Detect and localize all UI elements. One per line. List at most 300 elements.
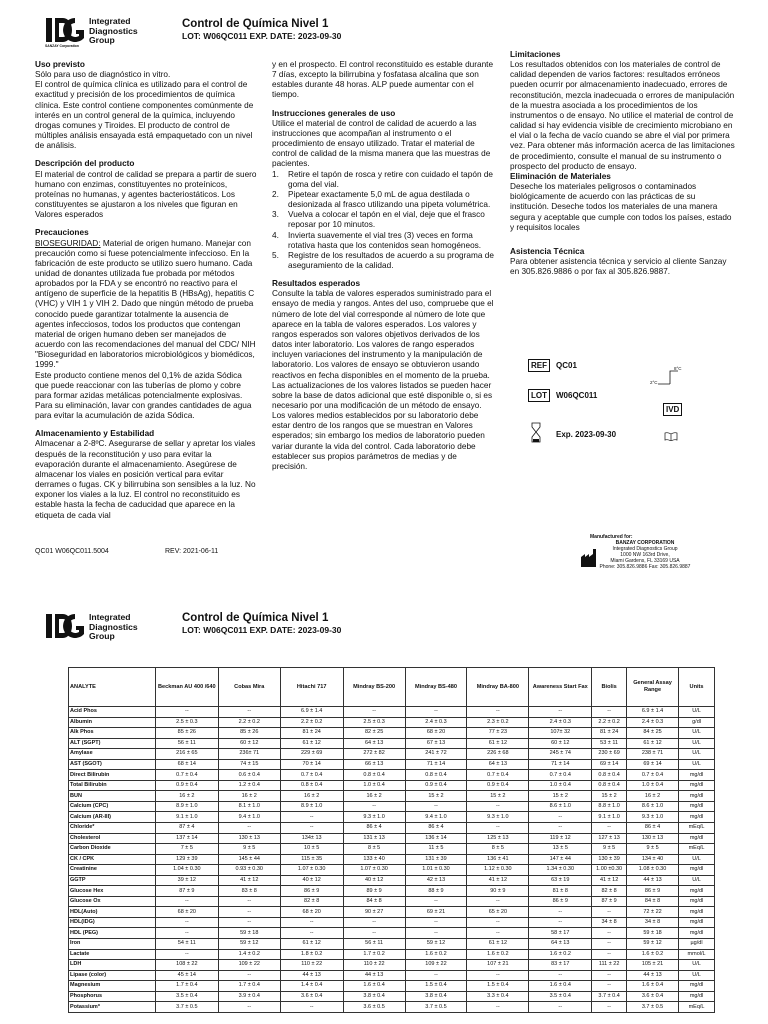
value-cell: 15 ± 2	[529, 791, 592, 802]
table-row	[69, 749, 715, 760]
temperature-limit-icon	[650, 366, 682, 390]
value-cell: mg/dl	[679, 981, 715, 992]
value-cell: 7 ± 5	[155, 844, 218, 855]
value-cell: 82 ± 25	[343, 728, 405, 739]
value-cell: 10 ± 5	[280, 844, 343, 855]
value-cell: 1.7 ± 0.4	[218, 981, 280, 992]
value-cell: 1.8 ± 0.2	[280, 949, 343, 960]
value-cell: mEq/L	[679, 823, 715, 834]
column-header: General Assay Range	[626, 668, 678, 707]
value-cell: 1.07 ± 0.30	[343, 865, 405, 876]
table-body	[69, 707, 715, 1013]
value-cell: 9.1 ± 1.0	[592, 812, 627, 823]
table-row	[69, 823, 715, 834]
table-row	[69, 875, 715, 886]
value-cell: --	[343, 801, 405, 812]
value-cell: 2.3 ± 0.2	[467, 717, 529, 728]
value-cell: 230 ± 69	[592, 749, 627, 760]
value-cell: mg/dl	[679, 865, 715, 876]
value-cell: 81 ± 24	[280, 728, 343, 739]
exp-value: Exp. 2023-09-30	[556, 429, 617, 439]
table-row	[69, 907, 715, 918]
table-row	[69, 917, 715, 928]
value-cell: 137 ± 14	[155, 833, 218, 844]
value-cell: 9.4 ± 1.0	[218, 812, 280, 823]
value-cell: 59 ± 18	[626, 928, 678, 939]
table-row	[69, 844, 715, 855]
value-cell: mg/dl	[679, 896, 715, 907]
value-cell: 1.07 ± 0.30	[280, 865, 343, 876]
value-cell: 13 ± 5	[529, 844, 592, 855]
value-cell: 3.3 ± 0.4	[467, 991, 529, 1002]
value-cell: --	[405, 970, 467, 981]
value-cell: --	[343, 928, 405, 939]
analyte-cell: Albumin	[69, 717, 156, 728]
value-cell: U/L	[679, 738, 715, 749]
analyte-cell: Acid Phos	[69, 707, 156, 718]
value-cell: 1.7 ± 0.2	[343, 949, 405, 960]
value-cell: --	[529, 823, 592, 834]
analyte-cell: Lactate	[69, 949, 156, 960]
analyte-cell: Lipase (color)	[69, 970, 156, 981]
consult-instructions-icon	[664, 428, 678, 446]
value-cell: 1.7 ± 0.4	[155, 981, 218, 992]
value-cell: --	[155, 917, 218, 928]
value-cell: U/L	[679, 970, 715, 981]
value-cell: 44 ± 13	[343, 970, 405, 981]
value-cell: 85 ± 26	[218, 728, 280, 739]
value-cell: 1.6 ± 0.2	[529, 949, 592, 960]
value-cell: 1.4 ± 0.2	[218, 949, 280, 960]
value-cell: 1.6 ± 0.4	[529, 981, 592, 992]
analyte-cell: Calcium (CPC)	[69, 801, 156, 812]
company-logo	[45, 16, 138, 46]
analyte-cell: Calcium (AR-III)	[69, 812, 156, 823]
value-cell: --	[405, 801, 467, 812]
value-cell: 71 ± 14	[405, 759, 467, 770]
value-cell: U/L	[679, 749, 715, 760]
section-text-continuation: y en el prospecto. El control reconstituido es estable durante 7 días, excepto la bilirrubina y fosfatasa alcalina que son estables durante 48 horas. ALP puede aumentar con el tiempo.	[272, 60, 494, 100]
value-cell: --	[218, 970, 280, 981]
value-cell: 110 ± 22	[343, 960, 405, 971]
analyte-cell: AST (SGOT)	[69, 759, 156, 770]
value-cell: 87 ± 4	[155, 823, 218, 834]
value-cell: 241 ± 72	[405, 749, 467, 760]
column-2	[272, 60, 494, 472]
value-cell: 83 ± 17	[529, 960, 592, 971]
value-cell: U/L	[679, 707, 715, 718]
value-cell: 2.4 ± 0.3	[405, 717, 467, 728]
temp-high: 8°C	[674, 366, 682, 371]
value-cell: 40 ± 12	[343, 875, 405, 886]
temp-low: 2°C	[650, 380, 658, 385]
page-title: Control de Química Nivel 1	[182, 612, 329, 624]
table-row	[69, 791, 715, 802]
value-cell: 1.08 ± 0.30	[626, 865, 678, 876]
idg-logo-icon	[45, 16, 85, 44]
value-cell: 127 ± 13	[592, 833, 627, 844]
section-title-precauciones: Precauciones	[35, 228, 89, 238]
value-cell: --	[529, 917, 592, 928]
value-cell: --	[405, 707, 467, 718]
step-item: 2. Pipetear exactamente 5,0 mL de agua destilada o desionizada al frasco utilizando una pipeta volumétrica.	[272, 189, 491, 210]
value-cell: mEq/L	[679, 1002, 715, 1013]
analyte-cell: Creatinine	[69, 865, 156, 876]
section-text-descripcion: El material de control de calidad se prepara a partir de suero humano con enzimas, constituyentes no proteínicos, proteínas no humanas, y agentes bacteriostáticos. Los constituyentes se ajustaron a los niveles que figuran en Valores esperados	[35, 169, 257, 220]
value-cell: 81 ± 8	[529, 886, 592, 897]
value-cell: 229 ± 69	[280, 749, 343, 760]
value-cell: 111 ± 22	[592, 960, 627, 971]
value-cell: 86 ± 4	[343, 823, 405, 834]
value-cell: U/L	[679, 960, 715, 971]
value-cell: 3.5 ± 0.4	[155, 991, 218, 1002]
value-cell: 61 ± 12	[626, 738, 678, 749]
value-cell: 41 ± 12	[218, 875, 280, 886]
value-cell: 133 ± 40	[343, 854, 405, 865]
manufacturer-block: Manufactured for: BANZAY CORPORATION Integrated Diagnostics Group 1000 NW 163rd Drive, Miami Gardens, FL 33169 USA Phone: 305.826.9886 Fax: 305.826.9887	[590, 534, 700, 570]
value-cell: 238 ± 71	[626, 749, 678, 760]
value-cell: 1.6 ± 0.2	[467, 949, 529, 960]
value-cell: 1.6 ± 0.2	[626, 949, 678, 960]
table-row	[69, 939, 715, 950]
instruction-steps	[272, 170, 494, 272]
value-cell: 61 ± 12	[467, 939, 529, 950]
analyte-cell: HDL(Auto)	[69, 907, 156, 918]
value-cell: 56 ± 11	[155, 738, 218, 749]
value-cell: 86 ± 9	[529, 896, 592, 907]
value-cell: 108 ± 22	[155, 960, 218, 971]
value-cell: 39 ± 12	[155, 875, 218, 886]
value-cell: mg/dl	[679, 801, 715, 812]
value-cell: 1.4 ± 0.4	[280, 981, 343, 992]
precauciones-body: Material de origen humano. Manejar con precaución como si fuese potencialmente infeccioso. En la fabricación de este producto se utilizo suero humano. Cada unidad de donantes utilizada fue probada por métodos aprobados por la FDA y se encontró no reactivo para el antígeno de superficie de la hepatitis B (HBsAg), hepatitis C (VHC) y VIH 1 y VIH 2. Dado que ningún método de prueba conocido puede garantizar totalmente la ausencia de agentes infecciosos, todos los productos que contengan material de origen humano deben ser manejados de acuerdo con las recomendaciones del manual del CDC/ NIH "Bioseguridad en laboratorios microbiológicos y biomédicos, 1999." Este producto contiene menos del 0,1% de azida Sódica que puede reaccionar con las tuberías de plomo y cobre para formar azidas metálicas potencialmente explosivas. Para su eliminación, lavar con grandes cantidades de agua para evitar la acumulación de azida Sódica.	[35, 238, 256, 421]
table-row	[69, 896, 715, 907]
value-cell: --	[529, 1002, 592, 1013]
value-cell: 64 ± 13	[343, 738, 405, 749]
column-1	[35, 60, 257, 521]
value-cell: mEq/L	[679, 844, 715, 855]
value-cell: 245 ± 74	[529, 749, 592, 760]
analyte-cell: Total Bilirubin	[69, 780, 156, 791]
value-cell: --	[529, 812, 592, 823]
value-cell: 41 ± 12	[592, 875, 627, 886]
value-cell: 9.3 ± 1.0	[626, 812, 678, 823]
value-cell: mg/dl	[679, 928, 715, 939]
value-cell: 1.6 ± 0.4	[626, 981, 678, 992]
expected-values-table	[68, 667, 715, 1013]
analyte-cell: Glucose Ox	[69, 896, 156, 907]
value-cell: 2.4 ± 0.3	[626, 717, 678, 728]
value-cell: 216 ± 65	[155, 749, 218, 760]
value-cell: 81 ± 24	[592, 728, 627, 739]
value-cell: --	[592, 1002, 627, 1013]
value-cell: 0.9 ± 0.4	[405, 780, 467, 791]
value-cell: 69 ± 21	[405, 907, 467, 918]
analyte-cell: LDH	[69, 960, 156, 971]
value-cell: 15 ± 2	[467, 791, 529, 802]
value-cell: --	[280, 823, 343, 834]
value-cell: 87 ± 9	[592, 896, 627, 907]
value-cell: 0.7 ± 0.4	[280, 770, 343, 781]
value-cell: 0.7 ± 0.4	[155, 770, 218, 781]
value-cell: --	[592, 928, 627, 939]
section-text-eliminacion: Deseche los materiales peligrosos o contaminados biológicamente de acuerdo con las prácticas de su institución. Deseche todos los materiales de una manera segura y aceptable que cumple con todos los países, estado y requisitos locales	[510, 182, 732, 232]
lot-exp-line: LOT: W06QC011 EXP. DATE: 2023-09-30	[182, 625, 342, 635]
logo-wordmark: Integrated Diagnostics Group	[89, 612, 138, 641]
lot-symbol: LOT	[528, 389, 550, 402]
analyte-cell: Potassium*	[69, 1002, 156, 1013]
ref-value: QC01	[556, 361, 577, 370]
value-cell: --	[592, 981, 627, 992]
value-cell: 82 ± 8	[280, 896, 343, 907]
value-cell: 3.6 ± 0.5	[343, 1002, 405, 1013]
value-cell: 71 ± 14	[529, 759, 592, 770]
value-cell: 44 ± 13	[626, 970, 678, 981]
analyte-cell: Carbon Dioxide	[69, 844, 156, 855]
analyte-cell: HDL(IDG)	[69, 917, 156, 928]
value-cell: 59 ± 12	[405, 939, 467, 950]
value-cell: 84 ± 8	[626, 896, 678, 907]
value-cell: 16 ± 2	[280, 791, 343, 802]
value-cell: 130 ± 13	[626, 833, 678, 844]
table-row	[69, 886, 715, 897]
value-cell: 0.6 ± 0.4	[218, 770, 280, 781]
value-cell: 1.6 ± 0.4	[343, 981, 405, 992]
value-cell: 109 ± 22	[218, 960, 280, 971]
hourglass-icon	[530, 422, 542, 446]
value-cell: 2.2 ± 0.2	[218, 717, 280, 728]
table-row	[69, 865, 715, 876]
value-cell: 82 ± 8	[592, 886, 627, 897]
value-cell: 1.0 ± 0.4	[626, 780, 678, 791]
value-cell: 88 ± 9	[405, 886, 467, 897]
analyte-cell: GGTP	[69, 875, 156, 886]
value-cell: --	[592, 949, 627, 960]
value-cell: 61 ± 12	[280, 939, 343, 950]
section-title-instrucciones: Instrucciones generales de uso	[272, 108, 396, 118]
value-cell: --	[155, 707, 218, 718]
value-cell: 34 ± 8	[626, 917, 678, 928]
value-cell: 64 ± 13	[467, 759, 529, 770]
value-cell: mg/dl	[679, 791, 715, 802]
value-cell: 2.2 ± 0.2	[592, 717, 627, 728]
table-row	[69, 991, 715, 1002]
value-cell: 3.6 ± 0.4	[280, 991, 343, 1002]
lot-value: W06QC011	[556, 391, 598, 400]
table-row	[69, 812, 715, 823]
column-header: Beckman AU 400 /640	[155, 668, 218, 707]
lot-exp-line: LOT: W06QC011 EXP. DATE: 2023-09-30	[182, 31, 342, 41]
value-cell: --	[467, 707, 529, 718]
value-cell: --	[467, 928, 529, 939]
value-cell: 1.01 ± 0.30	[405, 865, 467, 876]
value-cell: 66 ± 13	[343, 759, 405, 770]
value-cell: U/L	[679, 759, 715, 770]
value-cell: 3.7 ± 0.5	[626, 1002, 678, 1013]
value-cell: 1.00 ±0.30	[592, 865, 627, 876]
value-cell: 2.4 ± 0.3	[529, 717, 592, 728]
footer-code: QC01 W06QC011.5004	[35, 548, 109, 555]
value-cell: --	[218, 707, 280, 718]
table-row	[69, 759, 715, 770]
value-cell: µg/dl	[679, 939, 715, 950]
value-cell: 2.5 ± 0.3	[155, 717, 218, 728]
analyte-cell: CK / CPK	[69, 854, 156, 865]
value-cell: --	[467, 1002, 529, 1013]
value-cell: 1.34 ± 0.30	[529, 865, 592, 876]
value-cell: --	[405, 896, 467, 907]
section-text-limitaciones: Los resultados obtenidos con los materiales de control de calidad dependen de varios factores: resultados erróneos pueden ocurrir por almacenamiento inadecuado, errores de reconstitución, mezcla inadecuada o errores de manipulación de la muestra asociada a los procedimientos de los instrumentos o de ensayo. No utilice el material de control de calidad si hay evidencia visible de crecimiento microbiano en el vial o la fecha de vacío cuando se abre el vial por primera vez. Para obtener más información acerca de las limitaciones de procedimiento, consulte el manual de su instrumento o prospecto del producto de ensayo.	[510, 60, 735, 171]
value-cell: 54 ± 11	[155, 939, 218, 950]
table-row	[69, 728, 715, 739]
column-header: ANALYTE	[69, 668, 156, 707]
value-cell: 16 ± 2	[218, 791, 280, 802]
value-cell: 87 ± 9	[155, 886, 218, 897]
value-cell: 74 ± 15	[218, 759, 280, 770]
company-logo	[45, 612, 138, 642]
value-cell: 15 ± 2	[405, 791, 467, 802]
table-row	[69, 981, 715, 992]
value-cell: 1.0 ± 0.4	[529, 780, 592, 791]
value-cell: mg/dl	[679, 833, 715, 844]
step-item: 3. Vuelva a colocar el tapón en el vial, deje que el frasco reposar por 10 minutos.	[272, 210, 485, 230]
bioseguridad-label: BIOSEGURIDAD:	[35, 238, 101, 248]
value-cell: 107 ± 21	[467, 960, 529, 971]
analyte-cell: BUN	[69, 791, 156, 802]
value-cell: 9 ± 5	[592, 844, 627, 855]
value-cell: 68 ± 20	[405, 728, 467, 739]
analyte-cell: Iron	[69, 939, 156, 950]
analyte-cell: Glucose Hex	[69, 886, 156, 897]
value-cell: mg/dl	[679, 917, 715, 928]
value-cell: --	[592, 707, 627, 718]
value-cell: 41 ± 12	[467, 875, 529, 886]
value-cell: --	[405, 928, 467, 939]
analyte-cell: Phosphorus	[69, 991, 156, 1002]
value-cell: 67 ± 13	[405, 738, 467, 749]
value-cell: mg/dl	[679, 907, 715, 918]
value-cell: 60 ± 12	[529, 738, 592, 749]
value-cell: --	[218, 823, 280, 834]
value-cell: mg/dl	[679, 886, 715, 897]
column-header: Hitachi 717	[280, 668, 343, 707]
value-cell: 68 ± 20	[155, 907, 218, 918]
value-cell: U/L	[679, 728, 715, 739]
value-cell: 109 ± 22	[405, 960, 467, 971]
value-cell: 131 ± 39	[405, 854, 467, 865]
value-cell: 59 ± 12	[218, 939, 280, 950]
value-cell: 272 ± 82	[343, 749, 405, 760]
analyte-cell: Direct Bilirubin	[69, 770, 156, 781]
value-cell: 0.9 ± 0.4	[467, 780, 529, 791]
section-title-uso: Uso previsto	[35, 60, 85, 69]
value-cell: mg/dl	[679, 991, 715, 1002]
table-row	[69, 833, 715, 844]
analyte-cell: Cholesterol	[69, 833, 156, 844]
value-cell: 44 ± 13	[626, 875, 678, 886]
value-cell: 84 ± 8	[343, 896, 405, 907]
section-title-limitaciones: Limitaciones	[510, 50, 561, 59]
column-header: Mindray BS-480	[405, 668, 467, 707]
value-cell: 16 ± 2	[343, 791, 405, 802]
column-header: Awareness Start Fax	[529, 668, 592, 707]
step-item: 4. Invierta suavemente el vial tres (3) veces en forma rotativa hasta que los contenidos sean homogéneos.	[272, 230, 482, 250]
value-cell: 69 ± 14	[626, 759, 678, 770]
value-cell: 90 ± 27	[343, 907, 405, 918]
value-cell: --	[218, 917, 280, 928]
value-cell: --	[467, 823, 529, 834]
value-cell: --	[280, 928, 343, 939]
value-cell: 2.5 ± 0.3	[343, 717, 405, 728]
value-cell: 130 ± 13	[218, 833, 280, 844]
value-cell: 86 ± 4	[626, 823, 678, 834]
value-cell: 3.5 ± 0.4	[529, 991, 592, 1002]
value-cell: --	[467, 801, 529, 812]
value-cell: 77 ± 23	[467, 728, 529, 739]
section-title-asistencia: Asistencia Técnica	[510, 246, 585, 256]
value-cell: 9 ± 5	[218, 844, 280, 855]
value-cell: --	[467, 917, 529, 928]
table-row	[69, 949, 715, 960]
section-title-resultados: Resultados esperados	[272, 279, 361, 289]
analyte-cell: ALT (SGPT)	[69, 738, 156, 749]
analyte-cell: Amylase	[69, 749, 156, 760]
page-title: Control de Química Nivel 1	[182, 18, 329, 30]
value-cell: 6.9 ± 1.4	[280, 707, 343, 718]
table-row	[69, 970, 715, 981]
value-cell: 8.6 ± 1.0	[529, 801, 592, 812]
value-cell: 0.8 ± 0.4	[592, 770, 627, 781]
section-text-almacenamiento: Almacenar a 2-8ºC. Asegurarse de sellar y apretar los viales después de la reconstitución y uso para evitar la evaporación durante el almacenamiento. Asegúrese de almacenar los viales en posición vertical para evitar derrames o fugas. CK y bilirrubina son sensibles a la luz. No exponer los viales a la luz. El control no reconstituido es estable hasta la fecha de caducidad que aparece en la etiqueta de cada vial	[35, 439, 256, 520]
value-cell: --	[405, 917, 467, 928]
value-cell: 59 ± 12	[626, 939, 678, 950]
value-cell: --	[529, 707, 592, 718]
manufacturer-label: Manufactured for:	[590, 534, 633, 540]
value-cell: 136 ± 41	[467, 854, 529, 865]
table-row	[69, 801, 715, 812]
value-cell: 65 ± 20	[467, 907, 529, 918]
footer-rev: REV: 2021-06-11	[165, 548, 219, 555]
value-cell: --	[218, 907, 280, 918]
value-cell: 8.1 ± 1.0	[218, 801, 280, 812]
value-cell: 134 ± 40	[626, 854, 678, 865]
column-header: Mindray BS-200	[343, 668, 405, 707]
value-cell: 110 ± 22	[280, 960, 343, 971]
value-cell: 16 ± 2	[626, 791, 678, 802]
value-cell: 2.2 ± 0.2	[280, 717, 343, 728]
value-cell: --	[218, 1002, 280, 1013]
value-cell: 11 ± 5	[405, 844, 467, 855]
value-cell: 3.9 ± 0.4	[218, 991, 280, 1002]
value-cell: 125 ± 13	[467, 833, 529, 844]
value-cell: 40 ± 12	[280, 875, 343, 886]
value-cell: --	[280, 1002, 343, 1013]
value-cell: 0.93 ± 0.30	[218, 865, 280, 876]
value-cell: 64 ± 13	[529, 939, 592, 950]
value-cell: 86 ± 9	[280, 886, 343, 897]
value-cell: 107± 32	[529, 728, 592, 739]
value-cell: 147 ± 44	[529, 854, 592, 865]
value-cell: 34 ± 8	[592, 917, 627, 928]
value-cell: 42 ± 13	[405, 875, 467, 886]
column-header: Mindray BA-800	[467, 668, 529, 707]
value-cell: 70 ± 14	[280, 759, 343, 770]
value-cell: 105 ± 21	[626, 960, 678, 971]
section-title-eliminacion: Eliminación de Materiales	[510, 171, 611, 181]
value-cell: 61 ± 12	[280, 738, 343, 749]
value-cell: 236± 71	[218, 749, 280, 760]
value-cell: 9 ± 5	[626, 844, 678, 855]
